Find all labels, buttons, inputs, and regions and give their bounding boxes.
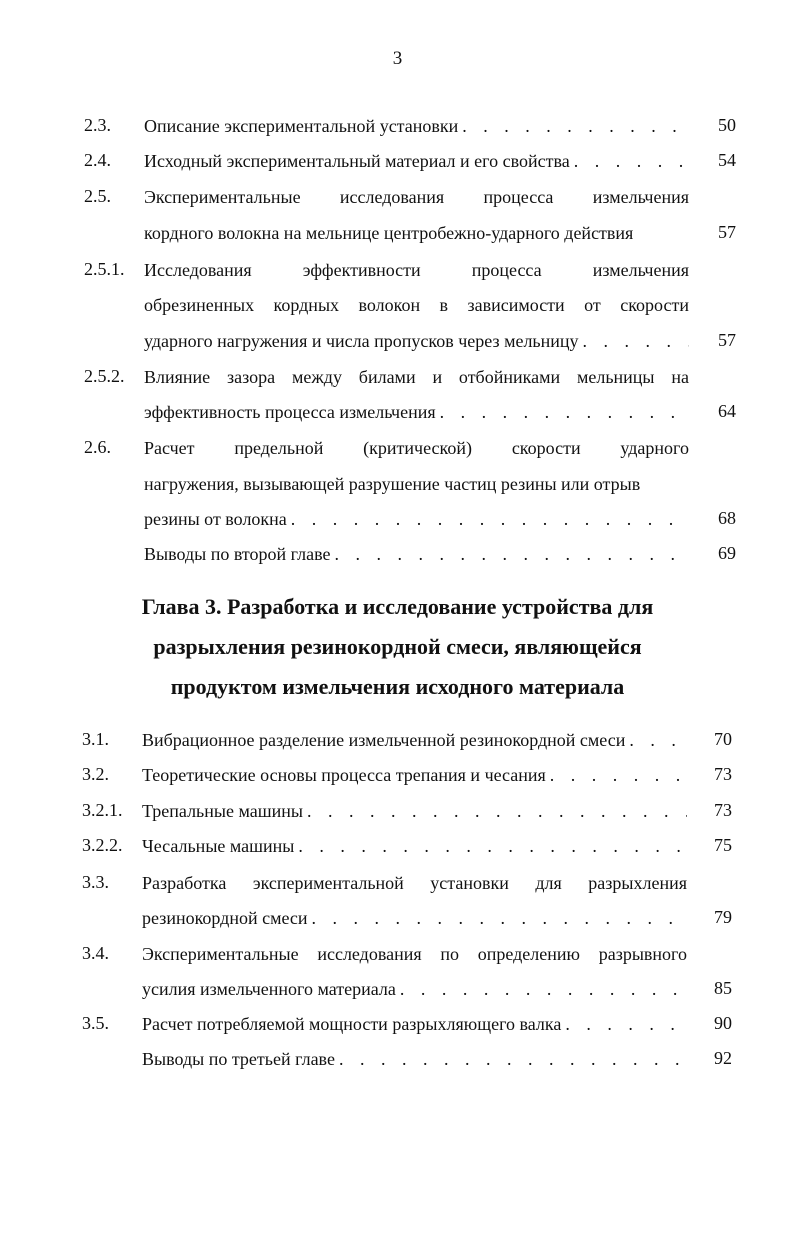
entry-title: Влияние зазора между билами и отбойниками мельницы на [144,367,689,387]
entry-number: 2.5.1. [84,259,125,279]
entry-number: 3.1. [82,729,109,749]
toc-entry-line [142,1011,687,1037]
entry-page: 92 [714,1048,732,1068]
entry-page: 50 [718,115,736,135]
entry-page: 54 [718,150,736,170]
entry-number: 3.2.2. [82,835,123,855]
chapter-heading-line: Глава 3. Разработка и исследование устройства для [141,594,654,619]
entry-page: 68 [718,508,736,528]
entry-title: Вибрационное разделение измельченной резинокордной смеси [142,730,626,750]
entry-title: усилия измельченного материала [142,979,396,999]
toc-entry-line [144,399,689,425]
entry-title: резины от волокна [144,509,287,529]
entry-number: 2.3. [84,115,111,135]
entry-title: Теоретические основы процесса трепания и чесания [142,765,546,785]
entry-title: Исследования эффективности процесса измельчения [144,260,689,280]
entry-page: 75 [714,835,732,855]
toc-entry-line [142,762,687,788]
toc-entry-line [144,541,689,567]
entry-page: 57 [718,330,736,350]
entry-title: Экспериментальные исследования по определению разрывного [142,944,687,964]
entry-number: 3.3. [82,872,109,892]
entry-title: Исходный экспериментальный материал и его свойства [144,151,570,171]
entry-title: Расчет предельной (критической) скорости ударного [144,438,689,458]
entry-page: 85 [714,978,732,998]
toc-entry-line [142,976,687,1002]
entry-number: 3.2.1. [82,800,123,820]
toc-entry-line [142,798,687,824]
page-number: 3 [392,48,403,69]
entry-title: нагружения, вызывающей разрушение частиц резины или отрыв [144,474,641,494]
entry-page: 79 [714,907,732,927]
toc-entry-line [142,1046,687,1072]
entry-title: Экспериментальные исследования процесса измельчения [144,187,689,207]
entry-title: Выводы по второй главе [144,544,331,564]
toc-entry-line [144,113,689,139]
chapter-heading-line: продуктом измельчения исходного материала [170,674,625,699]
entry-page: 57 [718,222,736,242]
entry-number: 2.4. [84,150,111,170]
toc-entry-line [142,905,687,931]
entry-number: 2.5.2. [84,366,125,386]
entry-title: эффективность процесса измельчения [144,402,436,422]
toc-entry-line [144,506,689,532]
entry-title: Трепальные машины [142,801,303,821]
entry-title: Разработка экспериментальной установки для разрыхления [142,873,687,893]
entry-page: 64 [718,401,736,421]
toc-entry-line [144,148,689,174]
entry-title: обрезиненных кордных волокон в зависимости от скорости [144,295,689,315]
toc-entry-line [142,727,687,753]
entry-number: 3.2. [82,764,109,784]
entry-title: резинокордной смеси [142,908,308,928]
entry-number: 3.4. [82,943,109,963]
entry-number: 3.5. [82,1013,109,1033]
entry-page: 70 [714,729,732,749]
chapter-heading-line: разрыхления резинокордной смеси, являющейся [153,634,642,659]
entry-number: 2.5. [84,186,111,206]
toc-entry-line [142,833,687,859]
chapter-heading [0,587,795,707]
entry-title: Выводы по третьей главе [142,1049,335,1069]
entry-title: Чесальные машины [142,836,295,856]
entry-page: 73 [714,764,732,784]
toc-entry-line [144,328,689,354]
entry-page: 90 [714,1013,732,1033]
entry-title: Описание экспериментальной установки [144,116,459,136]
entry-title: ударного нагружения и числа пропусков через мельницу [144,331,579,351]
entry-page: 73 [714,800,732,820]
entry-number: 2.6. [84,437,111,457]
entry-title: кордного волокна на мельнице центробежно-ударного действия [144,223,634,243]
entry-page: 69 [718,543,736,563]
entry-title: Расчет потребляемой мощности разрыхляющего валка [142,1014,562,1034]
